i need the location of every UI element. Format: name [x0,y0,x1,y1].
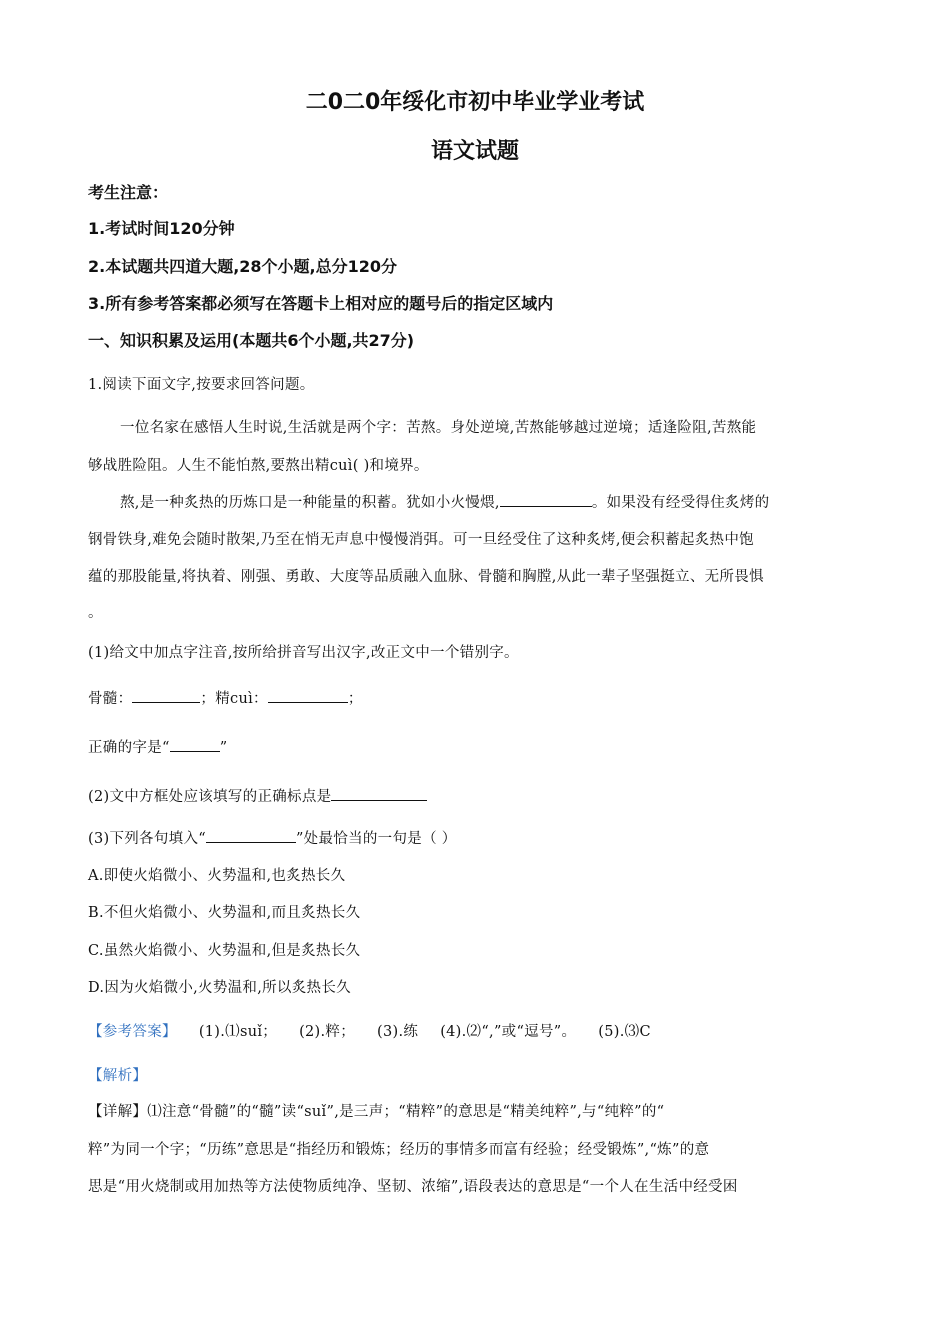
passage-line-2: 够战胜险阻。人生不能怕熬,要熬出精cuì( )和境界。 [88,458,429,474]
option-c: C.虽然火焰微小、火势温和,但是炙热长久 [88,943,361,959]
passage-line-6: 。 [88,605,103,621]
correct-char-row [88,737,227,758]
fill-b-label: 精cuì： [215,691,268,707]
fill-a-blank [132,688,200,703]
exam-title: 二0二0年绥化市初中毕业学业考试 [305,90,645,115]
punctuation-blank [331,786,427,801]
passage-line-3-end: 。如果没有经受得住炙烤的 [591,495,770,511]
passage-line-1: 一位名家在感悟人生时说,生活就是两个字：苦熬。身处逆境,苦熬能够越过逆境；适逢险阻,苦熬能 [120,420,757,436]
answer-part-3: (3).练 [377,1024,419,1040]
option-a: A.即使火焰微小、火势温和,也炙热长久 [88,868,346,884]
notice-item-3: 3.所有参考答案都必须写在答题卡上相对应的题号后的指定区域内 [88,294,554,313]
analysis-line-2: 粹”为同一个字；“历练”意思是“指经历和锻炼；经历的事情多而富有经验；经受锻炼”,“炼”的意 [88,1142,710,1158]
answer-row [88,1022,651,1042]
fill-end: ； [347,691,363,707]
notice-heading: 考生注意： [88,183,169,202]
correct-prefix: 正确的字是“ [88,740,170,756]
passage-line-4: 钢骨铁身,难免会随时散架,乃至在悄无声息中慢慢消弭。可一旦经受住了这种炙烤,便会积蓄起炙热中饱 [88,532,754,548]
analysis-label: 【解析】 [88,1068,148,1084]
section1-heading: 一、知识积累及运用(本题共6个小题,共27分) [88,331,415,350]
answer-part-1: (1).⑴suǐ； [198,1024,278,1040]
sub-question-3-prefix: (3)下列各句填入“ [88,831,206,847]
exam-subtitle: 语文试题 [430,139,519,164]
fill-b-blank [268,688,348,703]
notice-item-1: 1.考试时间120分钟 [88,219,235,238]
passage-blank [500,492,592,507]
notice-item-2: 2.本试题共四道大题,28个小题,总分120分 [88,257,398,276]
passage-line-3 [120,492,769,513]
sub-question-2-text: (2)文中方框处应该填写的正确标点是 [88,789,332,805]
sub-question-1: (1)给文中加点字注音,按所给拼音写出汉字,改正文中一个错别字。 [88,645,519,661]
option-b: B.不但火焰微小、火势温和,而且炙热长久 [88,905,361,921]
passage-line-3-start: 熬,是一种炙热的历炼口是一种能量的积蓄。犹如小火慢煨, [120,495,500,511]
analysis-line-3: 思是“用火烧制或用加热等方法使物质纯净、坚韧、浓缩”,语段表达的意思是“一个人在生活中经受困 [88,1179,738,1195]
fill-sep: ； [200,691,216,707]
sub-question-3 [88,828,457,849]
answer-part-5: (5).⑶C [598,1024,651,1040]
fill-a-label: 骨髓： [88,691,133,707]
answer-part-4: (4).⑵“,”或“逗号”。 [440,1024,577,1040]
answer-label: 【参考答案】 [88,1024,177,1040]
analysis-line-1: 【详解】⑴注意“骨髓”的“髓”读“suǐ”,是三声；“精粹”的意思是“精美纯粹”,与“纯粹”的“ [88,1104,665,1120]
question1-prompt: 1.阅读下面文字,按要求回答问题。 [88,377,315,393]
correct-blank [170,737,220,752]
sub-question-3-blank [206,828,296,843]
answer-part-2: (2).粹； [299,1024,356,1040]
passage-line-5: 蕴的那股能量,将执着、刚强、勇敢、大度等品质融入血脉、骨髓和胸膛,从此一辈子坚强挺立、无所畏惧 [88,569,764,585]
sub-question-2 [88,786,427,807]
fill-row [88,688,363,709]
correct-suffix: ” [219,740,228,756]
option-d: D.因为火焰微小,火势温和,所以炙热长久 [88,980,351,996]
sub-question-3-suffix: ”处最恰当的一句是（ ） [295,831,457,847]
